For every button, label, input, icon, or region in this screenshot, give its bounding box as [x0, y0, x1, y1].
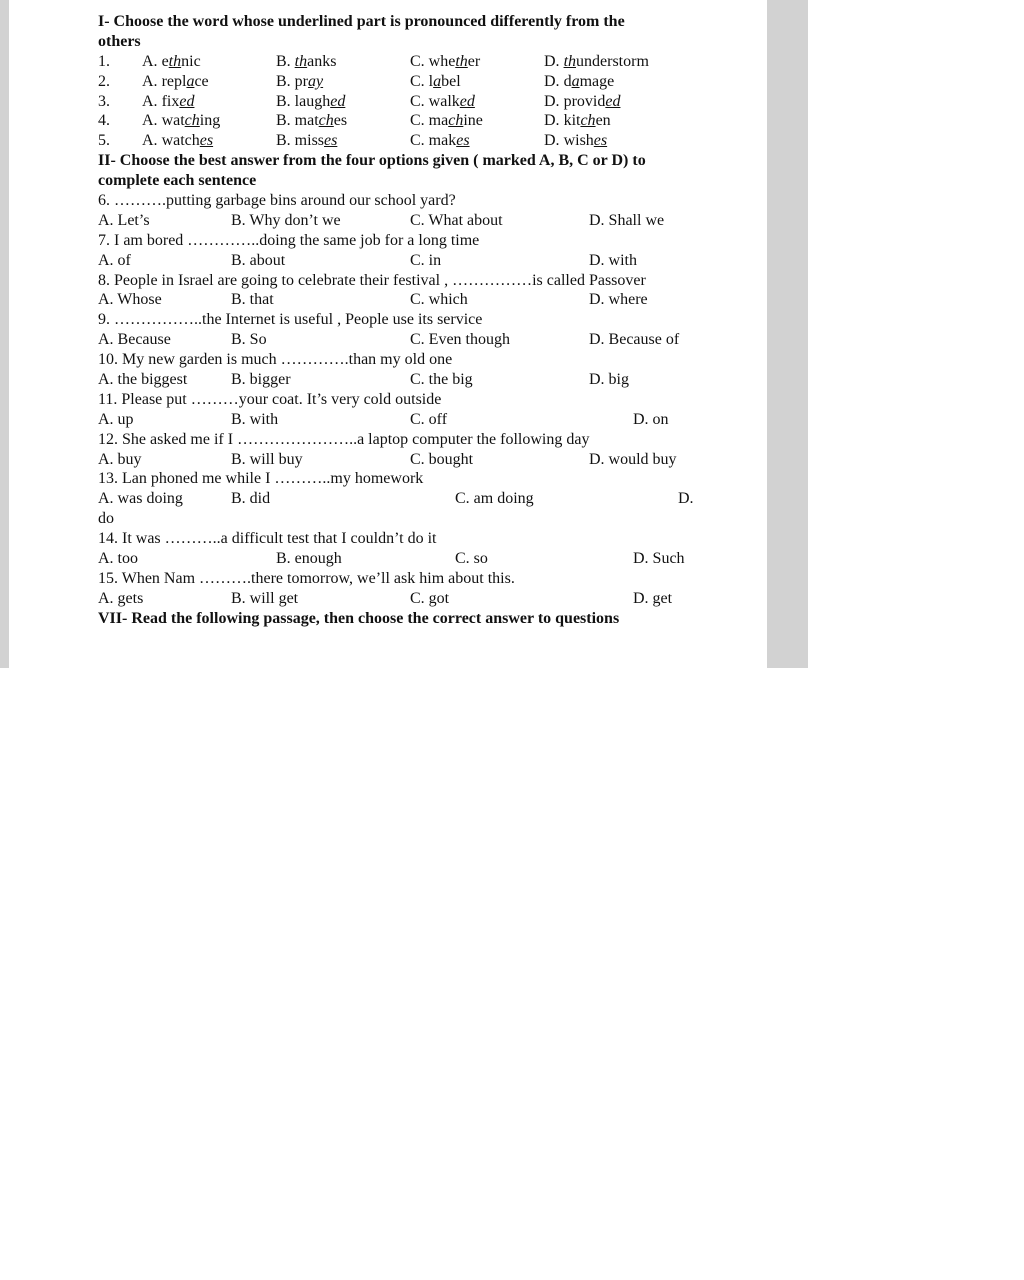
answer-options	[98, 330, 698, 350]
answer-option-a: A. was doing	[98, 490, 183, 508]
word-part: ing	[199, 112, 221, 130]
option-letter: B.	[276, 132, 291, 150]
answer-option-b: B. will buy	[231, 450, 303, 468]
underlined-part: ed	[179, 92, 195, 110]
answer-option-b: B. did	[231, 490, 271, 508]
underlined-part: th	[294, 52, 308, 70]
option-letter: A.	[142, 72, 158, 90]
option-c	[410, 52, 480, 72]
answer-option-b: B. will get	[231, 589, 299, 607]
section-7-heading: VII- Read the following passage, then choose the correct answer to questions	[98, 609, 620, 627]
underlined-part: a	[571, 72, 580, 90]
underlined-part: th	[168, 52, 182, 70]
word-part: e	[161, 52, 169, 70]
option-letter: C.	[410, 52, 425, 70]
word-part: mak	[428, 132, 457, 150]
underlined-part: a	[186, 72, 195, 90]
word-part: en	[595, 112, 611, 130]
word-part: l	[428, 72, 434, 90]
answer-option-d: D. would buy	[589, 450, 677, 468]
answer-option-a: A. Whose	[98, 291, 162, 309]
pronunciation-item	[98, 52, 698, 72]
answer-option-c: C. off	[410, 410, 448, 428]
word-part: laugh	[294, 92, 331, 110]
multiple-choice-questions	[98, 191, 698, 609]
section-1-heading: I- Choose the word whose underlined part is pronounced differently from the	[98, 13, 625, 30]
underlined-part: es	[456, 132, 470, 150]
answer-option-d: D. Because of	[589, 331, 680, 349]
answer-option-c: C. Even though	[410, 331, 510, 349]
section-1-heading-cont: others	[98, 32, 141, 50]
answer-option-a: A. the biggest	[98, 371, 188, 389]
option-a	[142, 131, 213, 151]
answer-options	[98, 489, 698, 509]
option-letter: B.	[276, 52, 291, 70]
underlined-part: a	[433, 72, 442, 90]
question-text: 13. Lan phoned me while I ………..my homework	[98, 470, 424, 488]
answer-options	[98, 450, 698, 470]
answer-option-a: A. buy	[98, 450, 142, 468]
word-part: understorm	[576, 52, 649, 70]
word-part: es	[333, 112, 348, 130]
option-letter: A.	[142, 92, 158, 110]
word-part: wish	[563, 132, 594, 150]
answer-option-c: C. so	[455, 550, 488, 568]
option-letter: B.	[276, 112, 291, 130]
answer-option-c: C. got	[410, 589, 450, 607]
answer-option-d: D. on	[633, 410, 669, 428]
question-text: 11. Please put ………your coat. It’s very cold outside	[98, 390, 442, 408]
word-part: ma	[428, 112, 449, 130]
underlined-part: es	[324, 132, 338, 150]
answer-option-c: C. bought	[410, 450, 474, 468]
answer-option-a: A. Let’s	[98, 211, 150, 229]
pronunciation-item	[98, 111, 698, 131]
option-d	[544, 111, 611, 131]
underlined-part: ed	[605, 92, 621, 110]
question-text: 6. ……….putting garbage bins around our school yard?	[98, 192, 456, 210]
option-d	[544, 52, 649, 72]
option-letter: D.	[544, 52, 560, 70]
word-part: repl	[161, 72, 187, 90]
section-2-heading: II- Choose the best answer from the four options given ( marked A, B, C or D) to	[98, 152, 646, 170]
underlined-part: ay	[308, 72, 324, 90]
word-part: anks	[307, 52, 337, 70]
answer-option-d: D. big	[589, 371, 629, 389]
word-part: ine	[463, 112, 483, 130]
question-text: 9. ……………..the Internet is useful , People use its service	[98, 311, 483, 329]
answer-option-c: C. What about	[410, 211, 503, 229]
answer-option-a: A. too	[98, 550, 138, 568]
word-part: mage	[579, 72, 615, 90]
word-part: whe	[428, 52, 456, 70]
answer-option-b: B. bigger	[231, 371, 291, 389]
underlined-part: ch	[318, 112, 334, 130]
left-scroll-margin	[0, 0, 9, 668]
answer-options	[98, 549, 698, 569]
word-part: pr	[294, 72, 308, 90]
answer-option-b: B. about	[231, 251, 286, 269]
item-number: 5.	[98, 132, 110, 150]
question-text: 7. I am bored …………..doing the same job for a long time	[98, 231, 480, 249]
word-part: nic	[181, 52, 201, 70]
item-number: 1.	[98, 52, 110, 70]
option-letter: D.	[544, 132, 560, 150]
option-letter: C.	[410, 132, 425, 150]
answer-option-c: C. am doing	[455, 490, 534, 508]
item-number: 2.	[98, 72, 110, 90]
option-d	[544, 92, 620, 112]
question-text: 8. People in Israel are going to celebrate their festival , ……………is called Passover	[98, 271, 646, 289]
answer-option-c: C. in	[410, 251, 442, 269]
underlined-part: th	[563, 52, 577, 70]
answer-options	[98, 370, 698, 390]
answer-options	[98, 251, 698, 271]
option-letter: B.	[276, 92, 291, 110]
answer-option-b: B. that	[231, 291, 274, 309]
option-letter: C.	[410, 112, 425, 130]
underlined-part: es	[593, 132, 608, 150]
option-letter: B.	[276, 72, 291, 90]
word-part: walk	[428, 92, 460, 110]
option-a	[142, 52, 201, 72]
option-letter: C.	[410, 92, 425, 110]
option-letter: D.	[544, 112, 560, 130]
answer-options	[98, 211, 698, 231]
answer-option-d-wrap: do	[98, 510, 114, 528]
option-b	[276, 72, 323, 92]
word-part: provid	[563, 92, 606, 110]
word-part: er	[467, 52, 481, 70]
answer-option-d: D. Shall we	[589, 211, 665, 229]
option-letter: D.	[544, 72, 560, 90]
word-part: watch	[161, 132, 200, 150]
word-part: kit	[563, 112, 581, 130]
option-c	[410, 131, 470, 151]
option-letter: A.	[142, 132, 158, 150]
pronunciation-items	[98, 52, 698, 151]
word-part: wat	[161, 112, 185, 130]
item-number: 4.	[98, 112, 110, 130]
option-d	[544, 131, 607, 151]
underlined-part: ch	[580, 112, 596, 130]
word-part: mat	[294, 112, 319, 130]
answer-option-d: D. with	[589, 251, 637, 269]
answer-option-d: D.	[678, 490, 694, 508]
option-c	[410, 72, 461, 92]
underlined-part: ed	[330, 92, 346, 110]
question-text: 14. It was ………..a difficult test that I couldn’t do it	[98, 530, 437, 548]
option-a	[142, 72, 209, 92]
answer-option-c: C. the big	[410, 371, 473, 389]
word-part: fix	[161, 92, 180, 110]
option-letter: C.	[410, 72, 425, 90]
item-number: 3.	[98, 92, 110, 110]
word-part: ce	[194, 72, 209, 90]
option-c	[410, 111, 483, 131]
option-b	[276, 52, 336, 72]
answer-option-a: A. Because	[98, 331, 171, 349]
answer-options	[98, 290, 698, 310]
underlined-part: es	[199, 132, 214, 150]
question-text: 10. My new garden is much ………….than my old one	[98, 351, 453, 369]
option-b	[276, 111, 347, 131]
section-2-heading-cont: complete each sentence	[98, 172, 257, 190]
pronunciation-item	[98, 92, 698, 112]
word-part: bel	[441, 72, 461, 90]
option-c	[410, 92, 475, 112]
option-letter: D.	[544, 92, 560, 110]
answer-option-a: A. up	[98, 410, 134, 428]
underlined-part: ch	[184, 112, 200, 130]
right-side-gutter	[767, 0, 808, 668]
option-letter: A.	[142, 112, 158, 130]
question-text: 12. She asked me if I …………………..a laptop computer the following day	[98, 430, 590, 448]
word-part: d	[563, 72, 572, 90]
option-b	[276, 92, 345, 112]
answer-option-b: B. with	[231, 410, 279, 428]
underlined-part: ch	[448, 112, 464, 130]
answer-option-b: B. So	[231, 331, 267, 349]
option-a	[142, 111, 220, 131]
pronunciation-item	[98, 131, 698, 151]
answer-options	[98, 410, 698, 430]
answer-option-d: D. get	[633, 589, 673, 607]
worksheet	[98, 12, 698, 629]
underlined-part: th	[455, 52, 468, 70]
answer-option-b: B. Why don’t we	[231, 211, 341, 229]
answer-option-d: D. Such	[633, 550, 685, 568]
answer-option-a: A. of	[98, 251, 131, 269]
option-a	[142, 92, 194, 112]
option-letter: A.	[142, 52, 158, 70]
word-part: miss	[294, 132, 325, 150]
answer-option-d: D. where	[589, 291, 648, 309]
underlined-part: ed	[459, 92, 475, 110]
answer-options	[98, 589, 698, 609]
pronunciation-item	[98, 72, 698, 92]
option-d	[544, 72, 614, 92]
answer-option-a: A. gets	[98, 589, 144, 607]
answer-option-b: B. enough	[276, 550, 342, 568]
option-b	[276, 131, 337, 151]
question-text: 15. When Nam ……….there tomorrow, we’ll ask him about this.	[98, 569, 515, 587]
answer-option-c: C. which	[410, 291, 468, 309]
